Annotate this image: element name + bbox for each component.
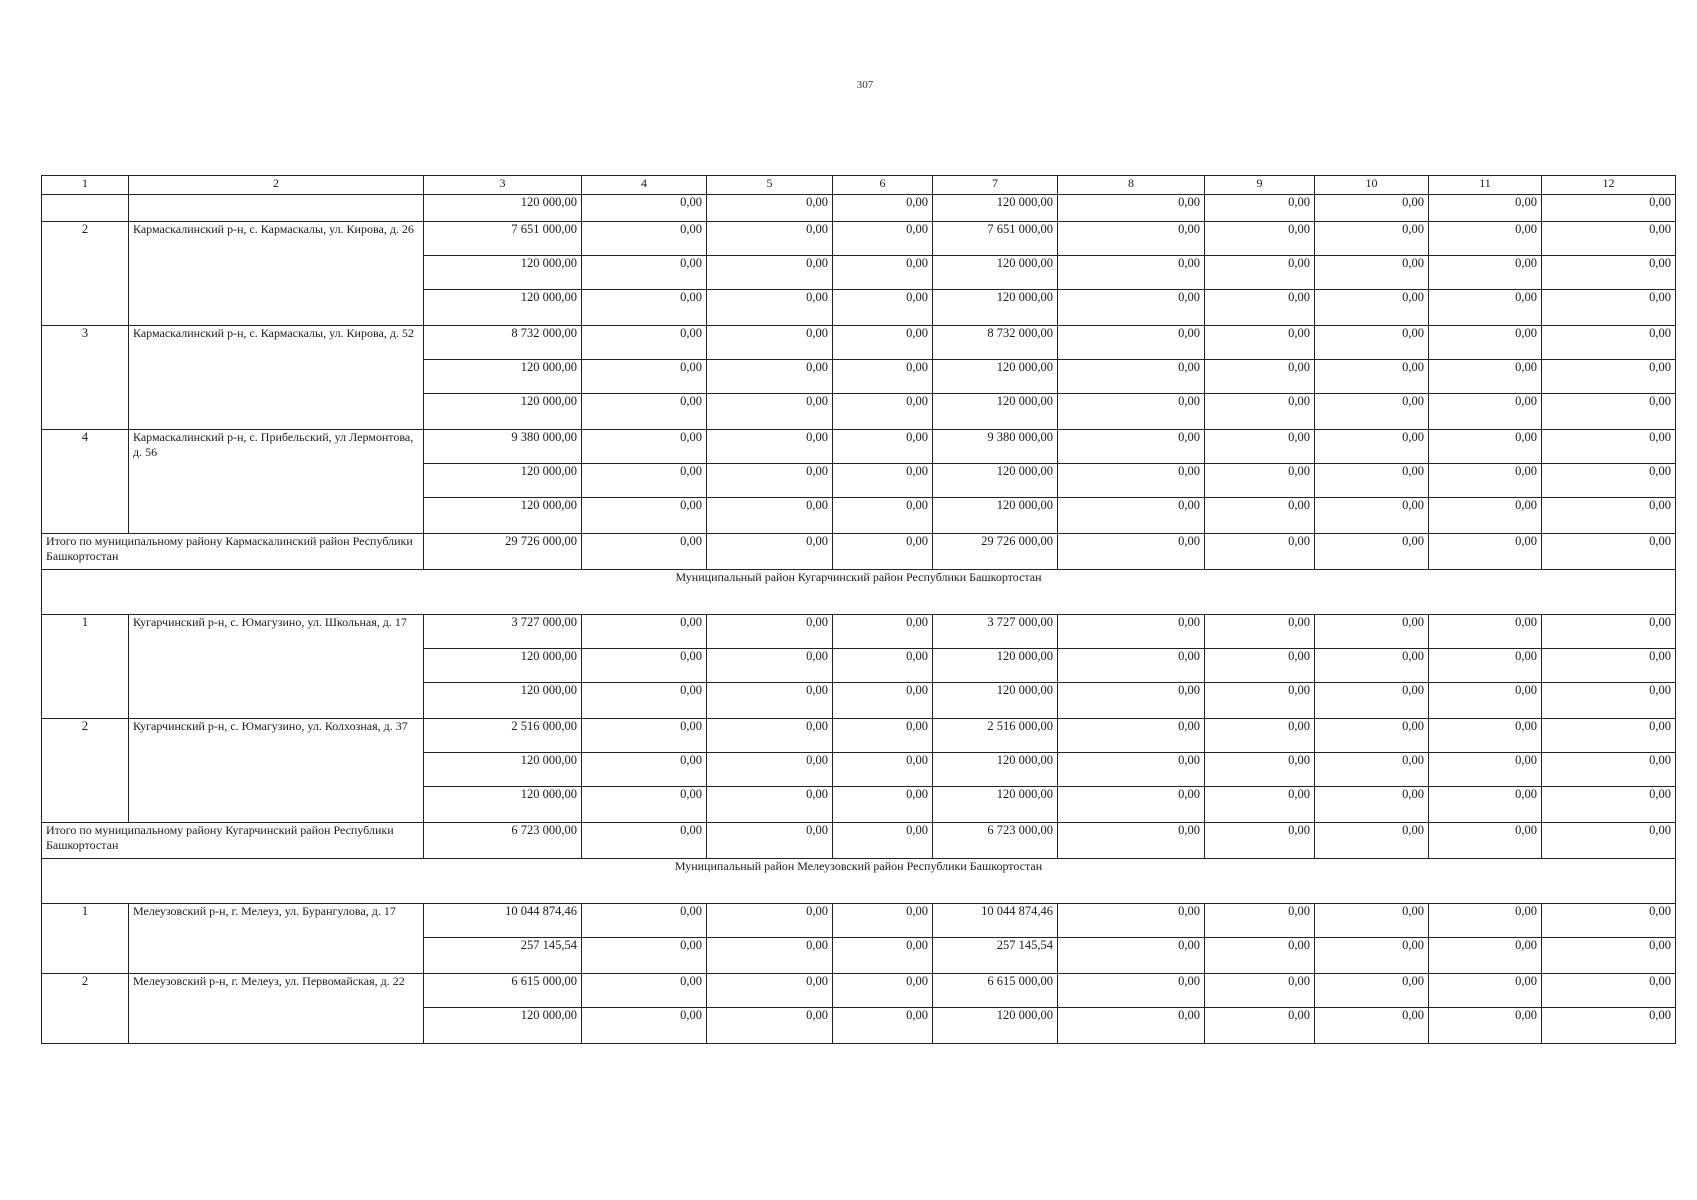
- value-cell-col-4: 0,00: [582, 534, 707, 570]
- value-cell-col-4: 0,00: [582, 222, 707, 256]
- value-cell-col-11: 0,00: [1429, 753, 1542, 787]
- value-cell-col-4: 0,00: [582, 290, 707, 326]
- value-cell-col-12: 0,00: [1542, 823, 1676, 859]
- total-label-cell: Итого по муниципальному району Кугарчинский район Республики Башкортостан: [42, 823, 424, 859]
- table-row: [42, 222, 1676, 256]
- value-cell-col-11: 0,00: [1429, 195, 1542, 222]
- value-cell-col-3: 120 000,00: [424, 464, 582, 498]
- column-header-1: 1: [42, 176, 129, 195]
- value-cell-col-4: 0,00: [582, 498, 707, 534]
- value-cell-col-8: 0,00: [1058, 753, 1205, 787]
- value-cell-col-3: 120 000,00: [424, 360, 582, 394]
- section-header-row: [42, 859, 1676, 904]
- total-label-cell: Итого по муниципальному району Кармаскалинский район Республики Башкортостан: [42, 534, 424, 570]
- value-cell-col-3: 120 000,00: [424, 394, 582, 430]
- column-header-11: 11: [1429, 176, 1542, 195]
- value-cell-col-5: 0,00: [707, 753, 833, 787]
- item-number-cell: [42, 195, 129, 222]
- value-cell-col-12: 0,00: [1542, 326, 1676, 360]
- value-cell-col-9: 0,00: [1205, 1008, 1315, 1044]
- total-row: [42, 823, 1676, 859]
- value-cell-col-3: 257 145,54: [424, 938, 582, 974]
- value-cell-col-4: 0,00: [582, 360, 707, 394]
- value-cell-col-11: 0,00: [1429, 1008, 1542, 1044]
- value-cell-col-10: 0,00: [1315, 290, 1429, 326]
- value-cell-col-3: 120 000,00: [424, 195, 582, 222]
- value-cell-col-3: 120 000,00: [424, 256, 582, 290]
- value-cell-col-11: 0,00: [1429, 394, 1542, 430]
- value-cell-col-12: 0,00: [1542, 360, 1676, 394]
- value-cell-col-4: 0,00: [582, 823, 707, 859]
- value-cell-col-10: 0,00: [1315, 430, 1429, 464]
- value-cell-col-7: 120 000,00: [933, 787, 1058, 823]
- budget-table: [41, 175, 1676, 1044]
- value-cell-col-6: 0,00: [833, 787, 933, 823]
- value-cell-col-5: 0,00: [707, 1008, 833, 1044]
- value-cell-col-9: 0,00: [1205, 464, 1315, 498]
- table-row: [42, 904, 1676, 938]
- value-cell-col-8: 0,00: [1058, 534, 1205, 570]
- value-cell-col-3: 120 000,00: [424, 683, 582, 719]
- value-cell-col-11: 0,00: [1429, 222, 1542, 256]
- value-cell-col-7: 120 000,00: [933, 195, 1058, 222]
- value-cell-col-7: 120 000,00: [933, 360, 1058, 394]
- column-header-10: 10: [1315, 176, 1429, 195]
- value-cell-col-5: 0,00: [707, 360, 833, 394]
- value-cell-col-8: 0,00: [1058, 1008, 1205, 1044]
- column-header-4: 4: [582, 176, 707, 195]
- value-cell-col-12: 0,00: [1542, 1008, 1676, 1044]
- value-cell-col-8: 0,00: [1058, 974, 1205, 1008]
- value-cell-col-5: 0,00: [707, 195, 833, 222]
- column-header-2: 2: [129, 176, 424, 195]
- value-cell-col-10: 0,00: [1315, 904, 1429, 938]
- value-cell-col-8: 0,00: [1058, 823, 1205, 859]
- table-row: [42, 615, 1676, 649]
- value-cell-col-9: 0,00: [1205, 938, 1315, 974]
- address-cell: Кугарчинский р-н, с. Юмагузино, ул. Колхозная, д. 37: [129, 719, 424, 823]
- value-cell-col-11: 0,00: [1429, 787, 1542, 823]
- value-cell-col-6: 0,00: [833, 290, 933, 326]
- value-cell-col-12: 0,00: [1542, 649, 1676, 683]
- value-cell-col-4: 0,00: [582, 326, 707, 360]
- value-cell-col-6: 0,00: [833, 753, 933, 787]
- value-cell-col-4: 0,00: [582, 753, 707, 787]
- value-cell-col-11: 0,00: [1429, 498, 1542, 534]
- value-cell-col-11: 0,00: [1429, 823, 1542, 859]
- value-cell-col-7: 120 000,00: [933, 394, 1058, 430]
- value-cell-col-9: 0,00: [1205, 326, 1315, 360]
- value-cell-col-10: 0,00: [1315, 823, 1429, 859]
- value-cell-col-9: 0,00: [1205, 753, 1315, 787]
- value-cell-col-5: 0,00: [707, 222, 833, 256]
- value-cell-col-9: 0,00: [1205, 904, 1315, 938]
- value-cell-col-5: 0,00: [707, 683, 833, 719]
- value-cell-col-6: 0,00: [833, 1008, 933, 1044]
- value-cell-col-10: 0,00: [1315, 195, 1429, 222]
- value-cell-col-6: 0,00: [833, 464, 933, 498]
- value-cell-col-11: 0,00: [1429, 534, 1542, 570]
- value-cell-col-4: 0,00: [582, 683, 707, 719]
- value-cell-col-12: 0,00: [1542, 938, 1676, 974]
- value-cell-col-5: 0,00: [707, 394, 833, 430]
- value-cell-col-6: 0,00: [833, 394, 933, 430]
- value-cell-col-12: 0,00: [1542, 290, 1676, 326]
- value-cell-col-11: 0,00: [1429, 974, 1542, 1008]
- value-cell-col-12: 0,00: [1542, 222, 1676, 256]
- value-cell-col-5: 0,00: [707, 498, 833, 534]
- value-cell-col-3: 8 732 000,00: [424, 326, 582, 360]
- value-cell-col-8: 0,00: [1058, 683, 1205, 719]
- address-cell: Кармаскалинский р-н, с. Кармаскалы, ул. Кирова, д. 52: [129, 326, 424, 430]
- value-cell-col-12: 0,00: [1542, 256, 1676, 290]
- value-cell-col-3: 7 651 000,00: [424, 222, 582, 256]
- address-cell: Мелеузовский р-н, г. Мелеуз, ул. Бурангулова, д. 17: [129, 904, 424, 974]
- value-cell-col-8: 0,00: [1058, 615, 1205, 649]
- value-cell-col-5: 0,00: [707, 430, 833, 464]
- value-cell-col-4: 0,00: [582, 615, 707, 649]
- column-header-5: 5: [707, 176, 833, 195]
- item-number-cell: 2: [42, 974, 129, 1044]
- value-cell-col-9: 0,00: [1205, 195, 1315, 222]
- value-cell-col-10: 0,00: [1315, 222, 1429, 256]
- value-cell-col-4: 0,00: [582, 974, 707, 1008]
- value-cell-col-3: 10 044 874,46: [424, 904, 582, 938]
- value-cell-col-7: 3 727 000,00: [933, 615, 1058, 649]
- value-cell-col-5: 0,00: [707, 823, 833, 859]
- address-cell: Кармаскалинский р-н, с. Кармаскалы, ул. Кирова, д. 26: [129, 222, 424, 326]
- value-cell-col-12: 0,00: [1542, 974, 1676, 1008]
- value-cell-col-10: 0,00: [1315, 683, 1429, 719]
- value-cell-col-8: 0,00: [1058, 498, 1205, 534]
- value-cell-col-10: 0,00: [1315, 1008, 1429, 1044]
- value-cell-col-3: 120 000,00: [424, 649, 582, 683]
- value-cell-col-8: 0,00: [1058, 222, 1205, 256]
- value-cell-col-10: 0,00: [1315, 719, 1429, 753]
- value-cell-col-6: 0,00: [833, 683, 933, 719]
- value-cell-col-6: 0,00: [833, 195, 933, 222]
- value-cell-col-9: 0,00: [1205, 615, 1315, 649]
- value-cell-col-11: 0,00: [1429, 290, 1542, 326]
- item-number-cell: 4: [42, 430, 129, 534]
- value-cell-col-5: 0,00: [707, 719, 833, 753]
- value-cell-col-6: 0,00: [833, 615, 933, 649]
- address-cell: Кармаскалинский р-н, с. Прибельский, ул Лермонтова, д. 56: [129, 430, 424, 534]
- column-header-row: [42, 176, 1676, 195]
- value-cell-col-10: 0,00: [1315, 787, 1429, 823]
- item-number-cell: 2: [42, 719, 129, 823]
- value-cell-col-4: 0,00: [582, 649, 707, 683]
- value-cell-col-9: 0,00: [1205, 719, 1315, 753]
- value-cell-col-7: 120 000,00: [933, 753, 1058, 787]
- value-cell-col-9: 0,00: [1205, 430, 1315, 464]
- value-cell-col-4: 0,00: [582, 1008, 707, 1044]
- value-cell-col-8: 0,00: [1058, 326, 1205, 360]
- column-header-7: 7: [933, 176, 1058, 195]
- continuation-row: [42, 195, 1676, 222]
- value-cell-col-8: 0,00: [1058, 464, 1205, 498]
- value-cell-col-11: 0,00: [1429, 683, 1542, 719]
- value-cell-col-3: 9 380 000,00: [424, 430, 582, 464]
- value-cell-col-9: 0,00: [1205, 534, 1315, 570]
- value-cell-col-3: 6 723 000,00: [424, 823, 582, 859]
- table-row: [42, 719, 1676, 753]
- value-cell-col-4: 0,00: [582, 719, 707, 753]
- value-cell-col-8: 0,00: [1058, 904, 1205, 938]
- value-cell-col-12: 0,00: [1542, 904, 1676, 938]
- value-cell-col-6: 0,00: [833, 719, 933, 753]
- address-cell: Мелеузовский р-н, г. Мелеуз, ул. Первомайская, д. 22: [129, 974, 424, 1044]
- value-cell-col-8: 0,00: [1058, 649, 1205, 683]
- value-cell-col-6: 0,00: [833, 326, 933, 360]
- value-cell-col-6: 0,00: [833, 498, 933, 534]
- value-cell-col-9: 0,00: [1205, 787, 1315, 823]
- value-cell-col-7: 120 000,00: [933, 1008, 1058, 1044]
- value-cell-col-10: 0,00: [1315, 360, 1429, 394]
- value-cell-col-10: 0,00: [1315, 498, 1429, 534]
- value-cell-col-12: 0,00: [1542, 195, 1676, 222]
- value-cell-col-10: 0,00: [1315, 464, 1429, 498]
- total-row: [42, 534, 1676, 570]
- column-header-6: 6: [833, 176, 933, 195]
- value-cell-col-8: 0,00: [1058, 195, 1205, 222]
- value-cell-col-3: 29 726 000,00: [424, 534, 582, 570]
- value-cell-col-12: 0,00: [1542, 615, 1676, 649]
- item-number-cell: 3: [42, 326, 129, 430]
- value-cell-col-4: 0,00: [582, 938, 707, 974]
- page-number: 307: [856, 79, 874, 91]
- value-cell-col-9: 0,00: [1205, 974, 1315, 1008]
- value-cell-col-7: 7 651 000,00: [933, 222, 1058, 256]
- value-cell-col-4: 0,00: [582, 787, 707, 823]
- value-cell-col-11: 0,00: [1429, 938, 1542, 974]
- value-cell-col-5: 0,00: [707, 974, 833, 1008]
- address-cell: Кугарчинский р-н, с. Юмагузино, ул. Школьная, д. 17: [129, 615, 424, 719]
- value-cell-col-7: 6 723 000,00: [933, 823, 1058, 859]
- section-header-row: [42, 570, 1676, 615]
- table-row: [42, 974, 1676, 1008]
- value-cell-col-11: 0,00: [1429, 719, 1542, 753]
- value-cell-col-9: 0,00: [1205, 222, 1315, 256]
- value-cell-col-6: 0,00: [833, 904, 933, 938]
- value-cell-col-12: 0,00: [1542, 534, 1676, 570]
- value-cell-col-8: 0,00: [1058, 394, 1205, 430]
- section-title-cell: Муниципальный район Мелеузовский район Республики Башкортостан: [42, 859, 1676, 904]
- value-cell-col-8: 0,00: [1058, 430, 1205, 464]
- column-header-12: 12: [1542, 176, 1676, 195]
- value-cell-col-7: 10 044 874,46: [933, 904, 1058, 938]
- value-cell-col-9: 0,00: [1205, 394, 1315, 430]
- value-cell-col-9: 0,00: [1205, 649, 1315, 683]
- value-cell-col-3: 120 000,00: [424, 290, 582, 326]
- value-cell-col-12: 0,00: [1542, 787, 1676, 823]
- value-cell-col-4: 0,00: [582, 904, 707, 938]
- value-cell-col-8: 0,00: [1058, 719, 1205, 753]
- value-cell-col-6: 0,00: [833, 823, 933, 859]
- value-cell-col-9: 0,00: [1205, 823, 1315, 859]
- value-cell-col-10: 0,00: [1315, 326, 1429, 360]
- value-cell-col-9: 0,00: [1205, 290, 1315, 326]
- value-cell-col-5: 0,00: [707, 904, 833, 938]
- table-row: [42, 430, 1676, 464]
- value-cell-col-8: 0,00: [1058, 787, 1205, 823]
- value-cell-col-7: 120 000,00: [933, 256, 1058, 290]
- value-cell-col-4: 0,00: [582, 256, 707, 290]
- value-cell-col-3: 6 615 000,00: [424, 974, 582, 1008]
- value-cell-col-6: 0,00: [833, 360, 933, 394]
- value-cell-col-7: 2 516 000,00: [933, 719, 1058, 753]
- value-cell-col-3: 3 727 000,00: [424, 615, 582, 649]
- item-number-cell: 1: [42, 615, 129, 719]
- value-cell-col-11: 0,00: [1429, 649, 1542, 683]
- value-cell-col-7: 120 000,00: [933, 464, 1058, 498]
- value-cell-col-4: 0,00: [582, 430, 707, 464]
- value-cell-col-10: 0,00: [1315, 974, 1429, 1008]
- value-cell-col-11: 0,00: [1429, 615, 1542, 649]
- value-cell-col-8: 0,00: [1058, 256, 1205, 290]
- value-cell-col-8: 0,00: [1058, 360, 1205, 394]
- value-cell-col-11: 0,00: [1429, 326, 1542, 360]
- value-cell-col-3: 120 000,00: [424, 1008, 582, 1044]
- section-title-cell: Муниципальный район Кугарчинский район Республики Башкортостан: [42, 570, 1676, 615]
- value-cell-col-12: 0,00: [1542, 753, 1676, 787]
- value-cell-col-10: 0,00: [1315, 256, 1429, 290]
- value-cell-col-9: 0,00: [1205, 360, 1315, 394]
- value-cell-col-7: 9 380 000,00: [933, 430, 1058, 464]
- value-cell-col-5: 0,00: [707, 787, 833, 823]
- value-cell-col-9: 0,00: [1205, 498, 1315, 534]
- value-cell-col-8: 0,00: [1058, 938, 1205, 974]
- value-cell-col-4: 0,00: [582, 394, 707, 430]
- value-cell-col-8: 0,00: [1058, 290, 1205, 326]
- value-cell-col-10: 0,00: [1315, 753, 1429, 787]
- value-cell-col-12: 0,00: [1542, 430, 1676, 464]
- value-cell-col-6: 0,00: [833, 534, 933, 570]
- item-number-cell: 2: [42, 222, 129, 326]
- value-cell-col-12: 0,00: [1542, 683, 1676, 719]
- value-cell-col-4: 0,00: [582, 464, 707, 498]
- address-cell: [129, 195, 424, 222]
- table-row: [42, 326, 1676, 360]
- value-cell-col-10: 0,00: [1315, 394, 1429, 430]
- value-cell-col-5: 0,00: [707, 290, 833, 326]
- value-cell-col-7: 120 000,00: [933, 290, 1058, 326]
- value-cell-col-10: 0,00: [1315, 615, 1429, 649]
- value-cell-col-5: 0,00: [707, 464, 833, 498]
- value-cell-col-3: 2 516 000,00: [424, 719, 582, 753]
- value-cell-col-10: 0,00: [1315, 649, 1429, 683]
- value-cell-col-6: 0,00: [833, 649, 933, 683]
- value-cell-col-9: 0,00: [1205, 683, 1315, 719]
- value-cell-col-11: 0,00: [1429, 904, 1542, 938]
- value-cell-col-7: 257 145,54: [933, 938, 1058, 974]
- value-cell-col-12: 0,00: [1542, 464, 1676, 498]
- value-cell-col-12: 0,00: [1542, 719, 1676, 753]
- column-header-9: 9: [1205, 176, 1315, 195]
- column-header-3: 3: [424, 176, 582, 195]
- value-cell-col-5: 0,00: [707, 534, 833, 570]
- value-cell-col-11: 0,00: [1429, 360, 1542, 394]
- value-cell-col-5: 0,00: [707, 938, 833, 974]
- value-cell-col-11: 0,00: [1429, 430, 1542, 464]
- value-cell-col-3: 120 000,00: [424, 498, 582, 534]
- value-cell-col-3: 120 000,00: [424, 787, 582, 823]
- value-cell-col-10: 0,00: [1315, 938, 1429, 974]
- item-number-cell: 1: [42, 904, 129, 974]
- value-cell-col-7: 120 000,00: [933, 498, 1058, 534]
- value-cell-col-12: 0,00: [1542, 394, 1676, 430]
- value-cell-col-5: 0,00: [707, 649, 833, 683]
- value-cell-col-6: 0,00: [833, 938, 933, 974]
- value-cell-col-3: 120 000,00: [424, 753, 582, 787]
- value-cell-col-6: 0,00: [833, 222, 933, 256]
- value-cell-col-5: 0,00: [707, 256, 833, 290]
- value-cell-col-6: 0,00: [833, 256, 933, 290]
- value-cell-col-5: 0,00: [707, 326, 833, 360]
- value-cell-col-7: 8 732 000,00: [933, 326, 1058, 360]
- value-cell-col-6: 0,00: [833, 430, 933, 464]
- value-cell-col-5: 0,00: [707, 615, 833, 649]
- value-cell-col-7: 120 000,00: [933, 649, 1058, 683]
- value-cell-col-4: 0,00: [582, 195, 707, 222]
- value-cell-col-7: 29 726 000,00: [933, 534, 1058, 570]
- value-cell-col-11: 0,00: [1429, 256, 1542, 290]
- column-header-8: 8: [1058, 176, 1205, 195]
- value-cell-col-7: 120 000,00: [933, 683, 1058, 719]
- value-cell-col-7: 6 615 000,00: [933, 974, 1058, 1008]
- value-cell-col-12: 0,00: [1542, 498, 1676, 534]
- value-cell-col-9: 0,00: [1205, 256, 1315, 290]
- value-cell-col-6: 0,00: [833, 974, 933, 1008]
- value-cell-col-11: 0,00: [1429, 464, 1542, 498]
- value-cell-col-10: 0,00: [1315, 534, 1429, 570]
